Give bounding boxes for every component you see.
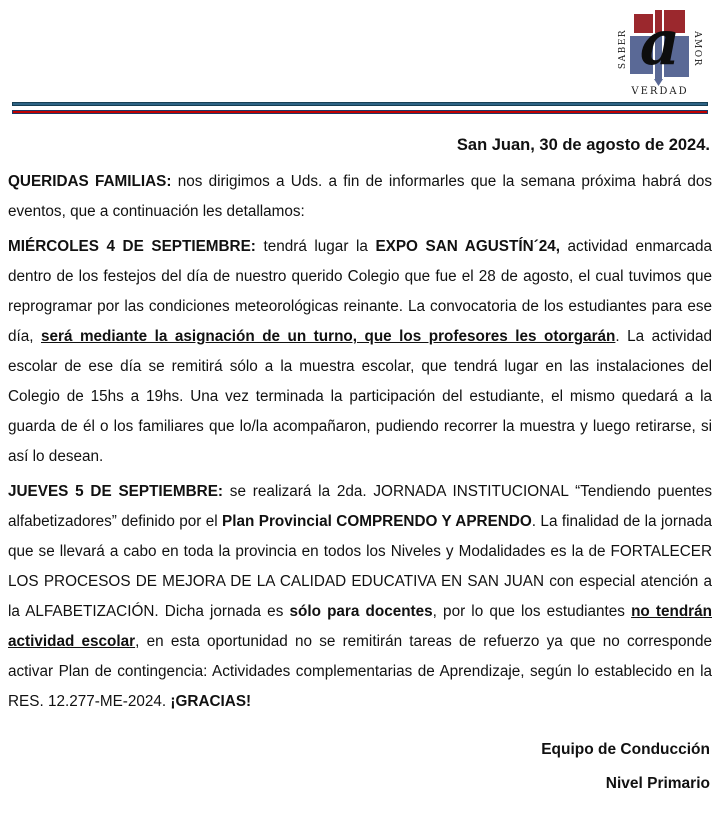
logo-word-saber: SABER (618, 28, 628, 70)
paragraph (8, 477, 712, 717)
paragraph-segment: sólo para docentes (289, 603, 433, 620)
paragraph-segment: EXPO SAN AGUSTÍN´24, (375, 238, 560, 255)
logo-letter-a: a (639, 6, 681, 79)
paragraph-segment: . La finalidad de la jornada que se llevará a cabo en toda la provincia en todos los Niveles y Modalidades es la de FORTALECER LOS PROCESOS DE MEJORA DE LA CALIDAD EDUCATIVA EN SAN JUAN con especial atención a la ALFABETIZACIÓN. Dicha jornada es (8, 513, 712, 620)
signature-block (0, 733, 710, 801)
paragraph-segment: MIÉRCOLES 4 DE SEPTIEMBRE: (8, 238, 256, 255)
signature-team: Equipo de Conducción (541, 741, 710, 758)
paragraph-segment: nos dirigimos a Uds. a fin de informarles que la semana próxima habrá dos eventos, que a continuación les detallamos: (8, 173, 713, 220)
paragraph-segment: QUERIDAS FAMILIAS: (8, 173, 172, 190)
logo-cross-tip (654, 79, 663, 86)
logo-word-amor: AMOR (692, 31, 702, 67)
letterhead-header (0, 0, 720, 102)
paragraph-segment: , en esta oportunidad no se remitirán tareas de refuerzo ya que no corresponde activar Plan de contingencia: Actividades complementarias de Aprendizaje, según lo establecido en la RES. 12.277-ME-2024. (8, 633, 712, 710)
paragraph-segment: tendrá lugar la (255, 238, 376, 255)
paragraph-segment: . La actividad escolar de ese día se remitirá sólo a la muestra escolar, que tendrá lugar en las instalaciones del Colegio de 15hs a 19hs. Una vez terminada la participación del estudiante, el mismo quedará a la guarda de él o los familiares que lo/la acompañaron, pudiendo recorrer la muestra y luego retirarse, si así lo desean. (8, 328, 712, 465)
paragraph-segment: ¡GRACIAS! (170, 693, 252, 710)
paragraph-segment: Plan Provincial COMPRENDO Y APRENDO (222, 513, 532, 530)
paragraphs (8, 167, 712, 717)
paragraph-segment: , por lo que los estudiantes (432, 603, 632, 620)
divider-line-red (12, 110, 708, 114)
paragraph-segment: se realizará la 2da. JORNADA INSTITUCIONAL “Tendiendo puentes alfabetizadores” definido por el (8, 483, 712, 530)
school-logo (616, 4, 704, 102)
paragraph-segment: no tendrán actividad escolar (8, 603, 712, 650)
paragraph (8, 167, 712, 227)
paragraph-segment: actividad enmarcada dentro de los festejos del día de nuestro querido Colegio que fue el 28 de agosto, el cual tuvimos que reprogramar por las condiciones meteorológicas reinante. La convocatoria de los estudiantes para ese día, (8, 238, 713, 345)
date-line: San Juan, 30 de agosto de 2024. (456, 136, 710, 154)
signature-level: Nivel Primario (605, 775, 710, 792)
divider-line-blue (12, 102, 708, 106)
paragraph-segment: será mediante la asignación de un turno, que los profesores les otorgarán (41, 328, 616, 345)
paragraph-segment: JUEVES 5 DE SEPTIEMBRE: (8, 483, 224, 500)
paragraph (8, 232, 712, 472)
logo-word-verdad: VERDAD (631, 86, 689, 97)
